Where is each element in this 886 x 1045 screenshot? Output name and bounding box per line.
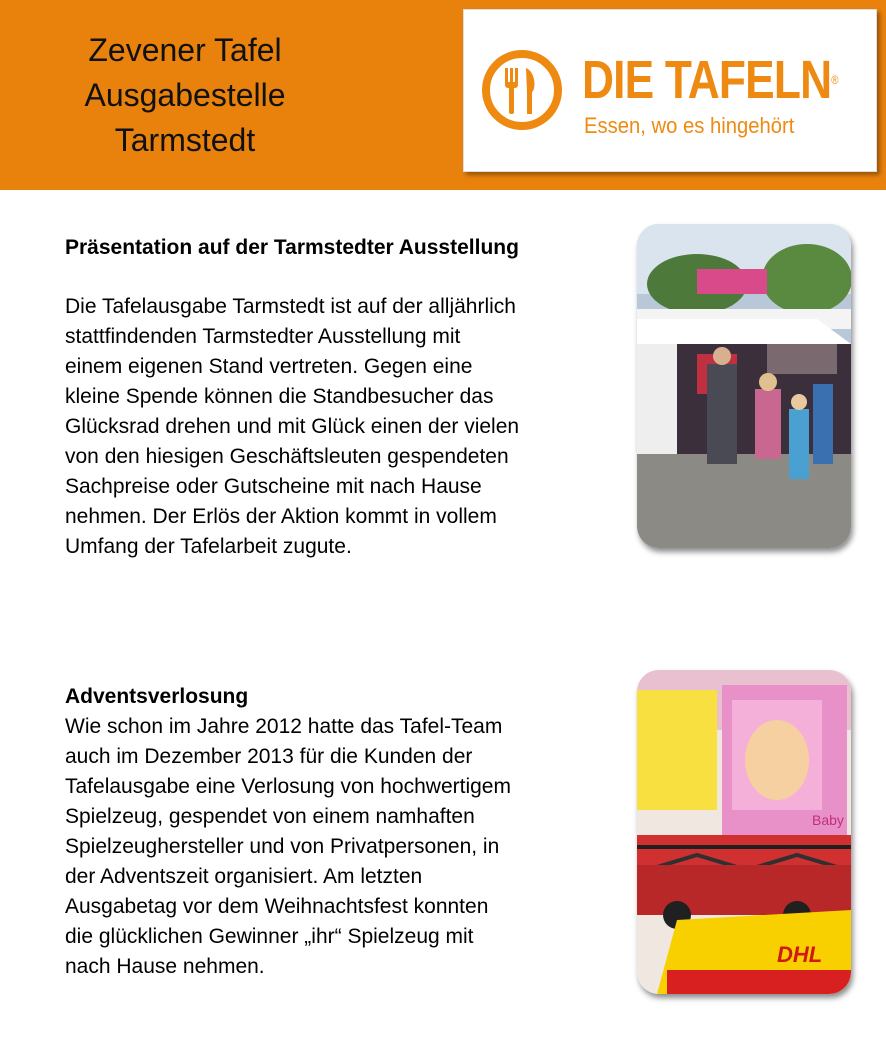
header-banner bbox=[0, 0, 886, 190]
body-line: Spielzeughersteller und von Privatpersonen, in bbox=[65, 835, 500, 858]
body-line: auch im Dezember 2013 für die Kunden der bbox=[65, 745, 473, 768]
fork-knife-icon bbox=[490, 58, 554, 122]
body-line: kleine Spende können die Standbesucher das bbox=[65, 385, 494, 408]
body-line: Tafelausgabe eine Verlosung von hochwertigem bbox=[65, 775, 511, 798]
section-heading-ausstellung: Präsentation auf der Tarmstedter Ausstellung bbox=[65, 236, 519, 259]
title-line: Zevener Tafel bbox=[88, 32, 282, 68]
section-body-adventsverlosung bbox=[65, 712, 625, 982]
logo-name: DIE TAFELN® bbox=[582, 50, 838, 110]
body-line: nehmen. Der Erlös der Aktion kommt in vollem bbox=[65, 505, 497, 528]
body-line: einem eigenen Stand vertreten. Gegen eine bbox=[65, 355, 473, 378]
toys-photo bbox=[637, 670, 851, 994]
body-line: Glücksrad drehen und mit Glück einen der vielen bbox=[65, 415, 520, 438]
title-line: Tarmstedt bbox=[114, 122, 256, 158]
body-line: nach Hause nehmen. bbox=[65, 955, 265, 978]
dhl-label: DHL bbox=[777, 942, 823, 967]
body-line: Umfang der Tafelarbeit zugute. bbox=[65, 535, 352, 558]
page-title bbox=[40, 28, 330, 163]
logo-tagline: Essen, wo es hingehört bbox=[584, 113, 795, 138]
section-body-ausstellung bbox=[65, 292, 625, 562]
body-line: von den hiesigen Geschäftsleuten gespendeten bbox=[65, 445, 509, 468]
body-line: die glücklichen Gewinner „ihr“ Spielzeug mit bbox=[65, 925, 474, 948]
body-line: stattfindenden Tarmstedter Ausstellung mit bbox=[65, 325, 461, 348]
body-line: Spielzeug, gespendet von einem namhaften bbox=[65, 805, 475, 828]
die-tafeln-logo bbox=[463, 9, 877, 172]
section-heading-adventsverlosung: Adventsverlosung bbox=[65, 685, 249, 708]
title-line: Ausgabestelle bbox=[84, 77, 286, 113]
body-line: Sachpreise oder Gutscheine mit nach Hause bbox=[65, 475, 482, 498]
logo-circle-icon bbox=[482, 50, 562, 130]
body-line: Die Tafelausgabe Tarmstedt ist auf der alljährlich bbox=[65, 295, 516, 318]
baby-box-label: Baby bbox=[812, 812, 844, 828]
exhibition-photo bbox=[637, 224, 851, 548]
body-line: Wie schon im Jahre 2012 hatte das Tafel-Team bbox=[65, 715, 503, 738]
body-line: der Adventszeit organisiert. Am letzten bbox=[65, 865, 423, 888]
body-line: Ausgabetag vor dem Weihnachtsfest konnten bbox=[65, 895, 489, 918]
